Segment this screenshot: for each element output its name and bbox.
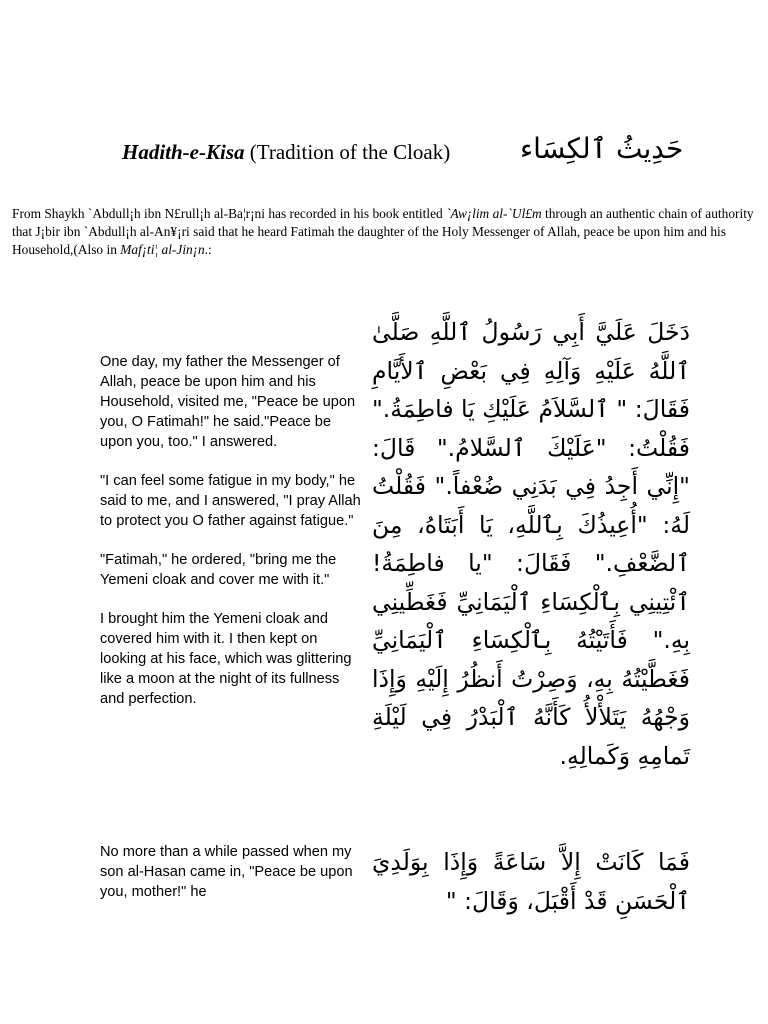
intro-book: `Aw¡lim al-`Ul£m bbox=[446, 206, 542, 221]
block2-english-para: No more than a while passed when my son al-Hasan came in, "Peace be upon you, mother!" he bbox=[100, 844, 353, 900]
title-row bbox=[0, 132, 768, 172]
page-title bbox=[122, 140, 450, 165]
intro-source: Maf¡ti¦ al-Jin¡n bbox=[120, 242, 205, 257]
title-arabic: حَدِيثُ ٱلكِسَاء bbox=[520, 132, 684, 165]
block1-english-para: "I can feel some fatigue in my body," he said to me, and I answered, "I pray Allah to protect you O father against fatigue." bbox=[100, 473, 361, 529]
block1-english-para: One day, my father the Messenger of Allah, peace be upon him and his Household, visited me, "Peace be upon you, O Fatimah!" he said."Peace be upon you, too." I answered. bbox=[100, 354, 356, 450]
title-subtitle: (Tradition of the Cloak) bbox=[249, 140, 451, 164]
block1-english-para: I brought him the Yemeni cloak and covered him with it. I then kept on looking at his face, which was glittering like a moon at the night of its fullness and perfection. bbox=[100, 611, 352, 707]
intro-part2: through an authentic chain of authority that J¡bir ibn `Abdull¡h al-An¥¡ri said that he heard Fatimah the daughter of the Holy Messenger of Allah, peace be upon him and his Household,(Also in bbox=[12, 206, 754, 257]
block2-english bbox=[100, 842, 362, 921]
intro-paragraph bbox=[12, 205, 762, 259]
block1-english-para: "Fatimah," he ordered, "bring me the Yemeni cloak and cover me with it." bbox=[100, 552, 337, 588]
title-bold: Hadith-e-Kisa bbox=[122, 140, 245, 164]
intro-part3: .: bbox=[204, 242, 212, 257]
block1-english bbox=[100, 352, 362, 728]
block1-arabic: دَخَلَ عَلَيَّ أَبِي رَسُولُ ٱللَّهِ صَلَّىٰ ٱللَّهُ عَلَيْهِ وَآلِهِ فِي بَعْضِ ٱلأَيَّامِ فَقَالَ: " ٱلسَّلاَمُ عَلَيْكِ يَا فاطِمَةُ." فَقُلْتُ: "عَلَيْكَ ٱلسَّلامُ." قَالَ: "إِنِّي أَجِدُ فِي بَدَنِي ضُعْفاً." فَقُلْتُ لَهُ: "أُعِيذُكَ بِٱللَّهِ، يَا أَبَتَاهُ، مِنَ ٱلضَّعْفِ." فَقَالَ: "يا فاطِمَةُ! ٱئْتِينِي بِٱلْكِسَاءِ ٱلْيَمَانِيِّ فَغَطِّينِي بِهِ." فَأَتَيْتُهُ بِٱلْكِسَاءِ ٱلْيَمَانِيِّ فَغَطَّيْتُهُ بِهِ، وَصِرْتُ أَنظُرُ إِلَيْهِ وَإِذَا وَجْهُهُ يَتَلأْلأُ كَأَنَّهُ ٱلْبَدْرُ فِي لَيْلَةِ تَمامِهِ وَكَمالِهِ. bbox=[372, 318, 690, 770]
intro-part1: From Shaykh `Abdull¡h ibn N£rull¡h al-Ba¦r¡ni has recorded in his book entitled bbox=[12, 206, 447, 221]
block2-arabic: فَمَا كَانَتْ إِلاَّ سَاعَةً وَإِذَا بِوَلَدِيَ ٱلْحَسَنِ قَدْ أَقْبَلَ، وَقَالَ: " bbox=[372, 848, 690, 915]
